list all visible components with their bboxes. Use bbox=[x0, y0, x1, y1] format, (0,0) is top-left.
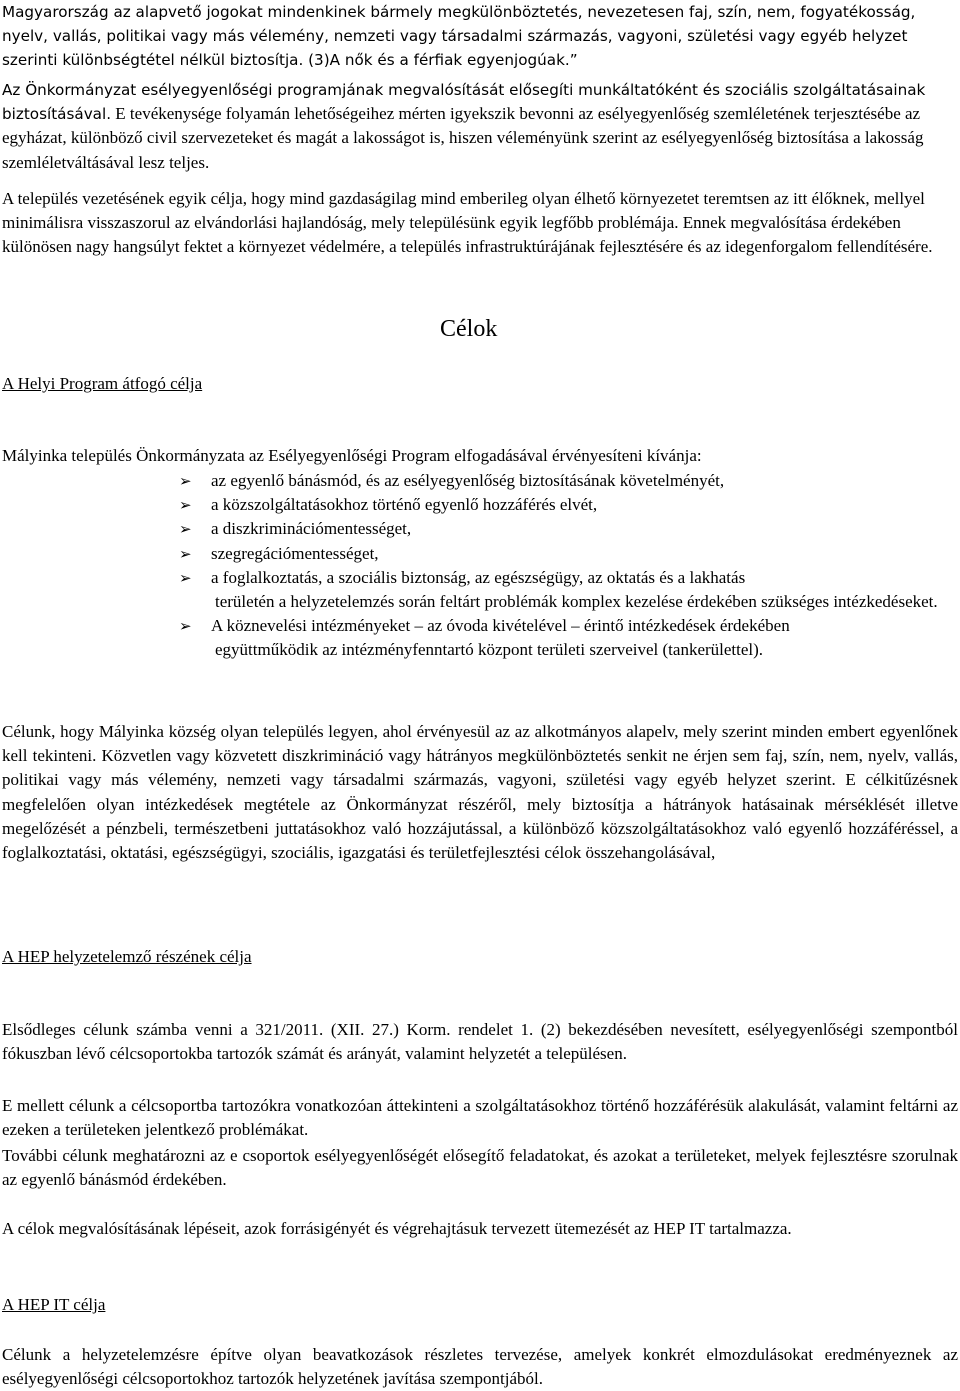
arrow-bullet-icon: ➢ bbox=[179, 544, 192, 563]
heading-helyi-program: A Helyi Program átfogó célja bbox=[2, 374, 203, 393]
hep-helyzetelemzo-paragraph-4: A célok megvalósításának lépéseit, azok forrásigényét és végrehajtásuk tervezett ütemezését az HEP IT tartalmazza. bbox=[2, 1219, 792, 1238]
helyi-program-lead-text: Mályinka település Önkormányzata az Esélyegyenlőségi Program elfogadásával érvényesíteni kívánja: bbox=[2, 446, 702, 465]
intro-paragraph-rights: Magyarország az alapvető jogokat mindenkinek bármely megkülönböztetés, nevezetesen faj, szín, nem, fogyatékosság, nyelv, vallás, politikai vagy más vélemény, nemzeti vagy társadalmi származás, vagyoni, születési vagy egyéb helyzet szerinti különbségtétel nélkül biztosítja. (3)A nők és a férfiak egyenjogúak.” bbox=[2, 3, 916, 70]
section-title: Célok bbox=[440, 316, 498, 342]
list-item bbox=[0, 542, 960, 566]
list-item bbox=[0, 614, 960, 662]
arrow-bullet-icon: ➢ bbox=[179, 472, 192, 490]
list-item bbox=[0, 566, 960, 614]
goal-text: a foglalkoztatás, a szociális biztonság, az egészségügy, az oktatás és a lakhatás bbox=[211, 567, 746, 587]
goal-text: a diszkriminációmentességet, bbox=[211, 519, 412, 539]
list-item bbox=[0, 469, 960, 493]
heading-hep-it: A HEP IT célja bbox=[2, 1295, 106, 1314]
intro-paragraph-program-serif: E tevékenysége folyamán lehetőségeihez mérten igyekszik bevonni az esélyegyenlőség szemléletének terjesztésébe az egyházat, különböző civil szervezeteket és magát a lakosságot is, hiszen véleményünk szerint az esélyegyenlőség biztosítása a lakosság szemléletváltásával lesz teljes. bbox=[2, 104, 924, 172]
hep-it-paragraph: Célunk a helyzetelemzésre építve olyan beavatkozások részletes tervezése, amelyek konkrét elmozdulásokat eredményeznek az esélyegyenlőségi célcsoportokhoz tartozók helyzetének javítása szempontjából. bbox=[2, 1345, 958, 1389]
goal-text: az egyenlő bánásmód, és az esélyegyenlőség biztosításának követelményét, bbox=[211, 471, 725, 490]
arrow-bullet-icon: ➢ bbox=[179, 568, 192, 587]
hep-helyzetelemzo-paragraph-1: Elsődleges célunk számba venni a 321/2011. (XII. 27.) Korm. rendelet 1. (2) bekezdésében nevesített, esélyegyenlőségi szempontból fókuszban lévő célcsoportokba tartozók számát és arányát, valamint helyzetét a településen. bbox=[2, 1020, 958, 1064]
heading-hep-helyzetelemzo: A HEP helyzetelemző részének célja bbox=[2, 947, 252, 966]
goals-closing-paragraph: Célunk, hogy Mályinka község olyan település legyen, ahol érvényesül az az alkotmányos alapelv, mely szerint minden embert egyenlőnek kell tekinteni. Közvetlen vagy közvetett diszkrimináció vagy hátrányos megkülönböztetés senkit ne érjen sem faj, szín, nem, nyelv, vallás, politikai vagy más vélemény, nemzeti vagy társadalmi származás, vagyoni, születési vagy egyéb helyzet szerint. E célkitűzésnek megfelelően olyan intézkedések megtétele az Önkormányzat részéről, mely biztosítja a hátrányok hatásainak mérséklését illetve megelőzését a pénzbeli, természetbeni juttatásokhoz való hozzájutással, a különböző közszolgáltatásokhoz való egyenlő hozzáféréssel, a foglalkoztatási, oktatási, egészségügyi, szociális, igazgatási és területfejlesztési célok összehangolásával, bbox=[2, 722, 958, 863]
hep-helyzetelemzo-paragraph-3: További célunk meghatározni az e csoportok esélyegyenlőségét elősegítő feladatokat, és azokat a területeket, melyek fejlesztésre szorulnak az egyenlő bánásmód érdekében. bbox=[2, 1146, 958, 1190]
hep-helyzetelemzo-paragraph-2: E mellett célunk a célcsoportba tartozókra vonatkozóan áttekinteni a szolgáltatásokhoz történő hozzáférésük alakulását, valamint feltárni az ezeken a területeken jelentkező problémákat. bbox=[2, 1096, 958, 1140]
goal-text: a közszolgáltatásokhoz történő egyenlő hozzáférés elvét, bbox=[211, 495, 598, 515]
arrow-bullet-icon: ➢ bbox=[179, 617, 192, 636]
list-item bbox=[0, 493, 960, 517]
arrow-bullet-icon: ➢ bbox=[179, 496, 192, 515]
goal-text-continuation: területén a helyzetelemzés során feltárt problémák komplex kezelése érdekében szükséges intézkedéseket. bbox=[215, 592, 938, 612]
goals-list bbox=[0, 469, 960, 663]
intro-paragraph-settlement: A település vezetésének egyik célja, hogy mind gazdaságilag mind emberileg olyan élhető környezetet teremtsen az itt élőknek, mellyel minimálisra visszaszorul az elvándorlási hajlandóság, mely településünk egyik legfőbb problémája. Ennek megvalósítása érdekében különösen nagy hangsúlyt fektet a környezet védelmére, a település infrastruktúrájának fejlesztésére és az idegenforgalom fellendítésére. bbox=[2, 189, 933, 257]
goal-text: A köznevelési intézményeket – az óvoda kivételével – érintő intézkedések érdekében bbox=[211, 616, 790, 636]
list-item bbox=[0, 517, 960, 541]
goal-text-continuation: együttműködik az intézményfenntartó központ területi szerveivel (tankerülettel). bbox=[215, 640, 764, 660]
intro-paragraph-program bbox=[2, 78, 958, 175]
goal-text: szegregációmentességet, bbox=[211, 543, 379, 563]
arrow-bullet-icon: ➢ bbox=[179, 520, 192, 539]
intro-paragraph-program-sans: Az Önkormányzat esélyegyenlőségi programjának megvalósítását elősegíti munkáltatóként és szociális szolgáltatásainak biztosításával. bbox=[2, 81, 926, 124]
